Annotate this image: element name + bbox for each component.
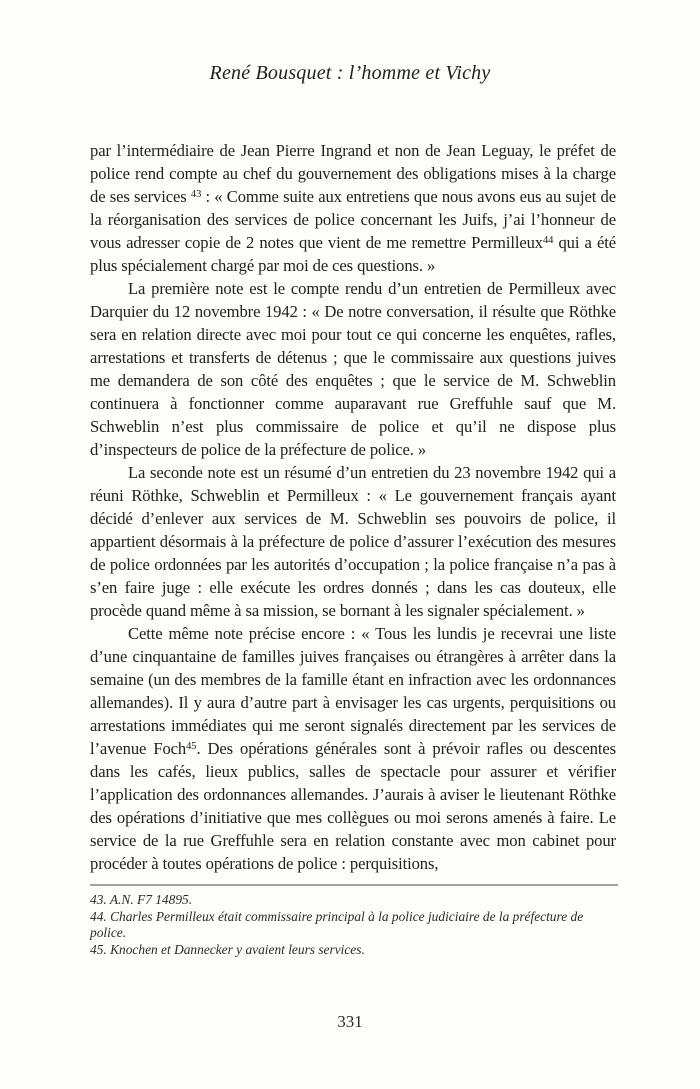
footnote <box>90 892 616 909</box>
paragraph: Cette même note précise encore : « Tous les lundis je recevrai une liste d’une cinquantaine de familles juives françaises ou étrangères à arrêter dans la semaine (un des membres de la famille étant en infraction avec les ordonnances allemandes). Il y aura d’autre part à envisager les cas urgents, perquisitions ou arrestations immédiates qui me seront signalés directement par les services de l’avenue Foch$^{45}$. Des opérations générales sont à prévoir rafles ou descentes dans les cafés, lieux publics, salles de spectacle pour assurer et vérifier l’application des ordonnances allemandes. J’aurais à aviser le lieutenant Röthke des opérations d’initiative que mes collègues ou moi serons amenés à faire. Le service de la rue Greffuhle sera en relation constante avec mon cabinet pour procéder à toutes opérations de police : perquisitions, <box>90 624 616 873</box>
footnote-ref: 45 <box>186 741 197 753</box>
footnote <box>90 909 616 942</box>
footnotes <box>90 892 616 958</box>
footnote-number: 43. <box>90 892 107 907</box>
footnote-ref: 43 <box>190 189 202 201</box>
footnote-number: 44. <box>90 908 107 924</box>
running-header: René Bousquet : l’homme et Vichy <box>209 62 491 84</box>
page-content <box>90 139 616 958</box>
footnote-text: Knochen et Dannecker y avaient leurs services. <box>110 941 365 957</box>
footnote-text: A.N. F7 14895. <box>109 892 193 907</box>
footnote-text: Charles Permilleux était commissaire principal à la police judiciaire de la préfecture de police. <box>90 908 584 940</box>
body-text <box>90 139 616 875</box>
footnote <box>90 942 616 959</box>
page-number: 331 <box>337 1012 363 1031</box>
paragraph: par l’intermédiaire de Jean Pierre Ingrand et non de Jean Leguay, le préfet de police rend compte au chef du gouvernement des obligations mises à la charge de ses services $^{43}$ : « Comme suite aux entretiens que nous avons eus au sujet de la réorganisation des services de police concernant les Juifs, j’ai l’honneur de vous adresser copie de 2 notes que vient de me remettre Permilleux$^{44}$ qui a été plus spécialement chargé par moi de ces questions. » <box>90 141 617 275</box>
footnote-separator <box>90 884 618 886</box>
paragraph: La seconde note est un résumé d’un entretien du 23 novembre 1942 qui a réuni Röthke, Schweblin et Permilleux : « Le gouvernement français ayant décidé d’enlever aux services de M. Schweblin ses pouvoirs de police, il appartient désormais à la préfecture de police d’assurer l’exécution des mesures de police ordonnées par les autorités d’occupation ; la police française n’a pas à s’en faire juge : elle exécute les ordres donnés ; dans les cas douteux, elle procède quand même à sa mission, se bornant à les signaler spécialement. » <box>90 463 616 620</box>
paragraph: La première note est le compte rendu d’un entretien de Permilleux avec Darquier du 12 novembre 1942 : « De notre conversation, il résulte que Röthke sera en relation directe avec moi pour tout ce qui concerne les enquêtes, rafles, arrestations et transferts de détenus ; que le commissaire aux questions juives me demandera de son côté des enquêtes ; que le service de M. Schweblin continuera à fonctionner comme auparavant rue Greffuhle sauf que M. Schweblin n’est plus commissaire de police et qu’il ne dispose plus d’inspecteurs de police de la préfecture de police. » <box>90 279 616 459</box>
footnote-number: 45. <box>90 941 107 957</box>
footnote-ref: 44 <box>543 235 554 247</box>
